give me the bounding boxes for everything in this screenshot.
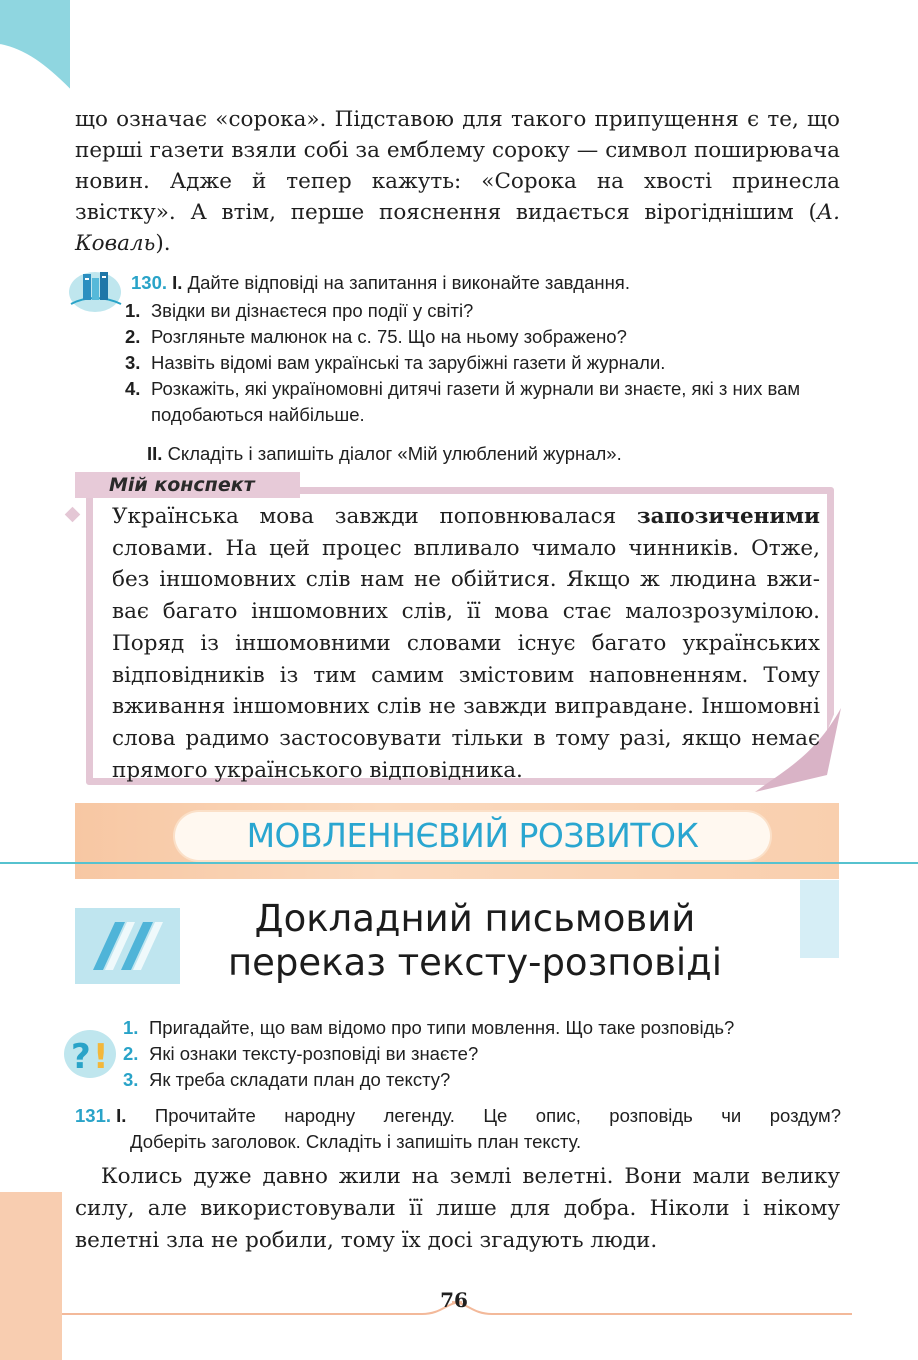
legend-paragraph: Колись дуже давно жили на землі велетні. Вони мали велику силу, але використовували її лише для добра. Ніколи і нікому велетні зла не робили, тому їх досі згадують люди.	[75, 1164, 840, 1253]
exercise-number: 131.	[75, 1105, 112, 1126]
exercise-number: 130.	[131, 272, 168, 293]
list-item: 4. Розкажіть, які україномовні дитячі газети й журнали ви знаєте, які з них вам подобаються найбільше.	[125, 378, 801, 425]
part-marker: II.	[147, 443, 163, 464]
books-icon	[66, 266, 124, 314]
lesson-title: Докладний письмовий переказ тексту-розповіді	[227, 897, 723, 984]
konspekt-text: Українська мова завжди поповнювалася запозиченими словами. На цей процес впливало чимало чинників. Отже, без іншомовних слів нам не обійтися. Якщо ж людина вживає багато іншомовних слів, її мова стає малозрозумілою. Поряд із іншомовними словами існує багато українських відповідників із тим самим змістовим наповненням. Тому вживання іншомовних слів не завжди виправдане. Іншомовні слова радимо застосовувати тільки в тому разі, якщо немає прямого українського відповідника.	[112, 504, 820, 783]
corner-decoration	[0, 0, 70, 90]
diamond-marker-icon	[65, 507, 81, 523]
key-term: запозиченими	[636, 504, 820, 529]
exercise-130-heading	[131, 270, 630, 296]
list-item: 1. Пригадайте, що вам відомо про типи мовлення. Що таке розповідь?	[123, 1017, 735, 1038]
svg-text:!: !	[93, 1037, 109, 1077]
exercise-130-part2: II. Складіть і запишіть діалог «Мій улюблений журнал».	[147, 443, 622, 464]
list-item: 3. Як треба складати план до тексту?	[123, 1069, 451, 1090]
section-title: МОВЛЕННЄВИЙ РОЗВИТОК	[246, 816, 699, 855]
page-number: 76	[440, 1288, 468, 1312]
exercise-131: 131. I. Прочитайте народну легенду. Це опис, розповідь чи роздум? Доберіть заголовок. Складіть і запишіть план тексту.	[75, 1105, 841, 1152]
question-exclamation-icon	[62, 1028, 118, 1080]
svg-text:?: ?	[71, 1037, 91, 1077]
list-item: 2. Розгляньте малюнок на с. 75. Що на ньому зображено?	[125, 326, 627, 347]
exercise-130-list	[125, 298, 841, 428]
list-item: 3. Назвіть відомі вам українські та зарубіжні газети й журнали.	[125, 352, 666, 373]
part-marker: I.	[172, 272, 183, 293]
list-item: 2. Які ознаки тексту-розповіді ви знаєте?	[123, 1043, 479, 1064]
intro-paragraph: що означає «сорока». Підставою для такого припущення є те, що перші газети взяли собі за емблему сороку — символ поширювача новин. Адже й тепер кажуть: «Сорока на хвості принесла звістку». А втім, перше пояснення видається вірогіднішим (А. Коваль).	[75, 107, 840, 256]
konspekt-label: Мій конспект	[75, 472, 300, 498]
divider-line	[0, 862, 918, 864]
questions-list	[123, 1015, 843, 1093]
part-marker: I.	[116, 1105, 127, 1126]
banner-decoration	[800, 880, 839, 958]
author-name: А. Коваль	[75, 200, 840, 256]
list-item: 1. Звідки ви дізнаєтеся про події у світі?	[125, 300, 474, 321]
corner-decoration-bottom	[0, 1192, 62, 1360]
exercise-instruction: Дайте відповіді на запитання і виконайте завдання.	[187, 272, 630, 293]
lesson-number-badge-icon	[75, 908, 180, 984]
